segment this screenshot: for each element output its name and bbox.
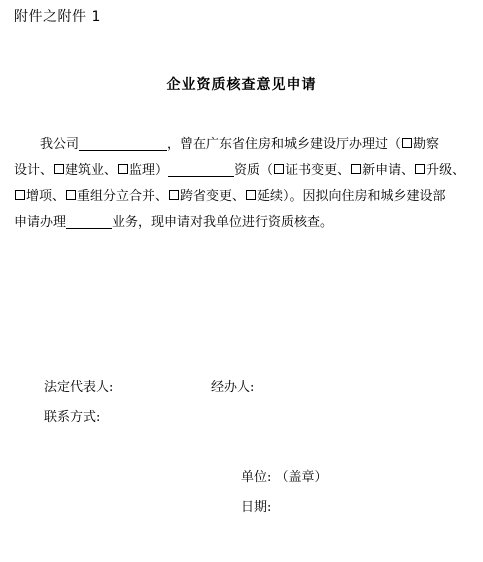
handler-label: 经办人: — [211, 380, 255, 395]
text-supervision: 监理） — [129, 163, 169, 178]
text-cross-province: 跨省变更、 — [180, 189, 246, 204]
checkbox-construction[interactable] — [54, 164, 64, 174]
text-renewal: 延续）。因拟向住房和城乡建设部 — [257, 189, 446, 204]
qualification-blank[interactable] — [168, 162, 234, 177]
business-blank[interactable] — [66, 214, 112, 229]
text-addition: 增项、 — [26, 189, 66, 204]
checkbox-reorganization[interactable] — [66, 190, 76, 200]
text-request-verification: 业务，现申请对我单位进行资质核查。 — [112, 215, 334, 230]
paragraph-line-2 — [14, 158, 474, 184]
checkbox-addition[interactable] — [15, 190, 25, 200]
paragraph-line-3 — [14, 184, 474, 210]
text-survey: 勘察 — [413, 137, 440, 152]
date-label: 日期: — [241, 500, 272, 515]
application-paragraph — [14, 132, 474, 236]
checkbox-survey[interactable] — [402, 138, 412, 148]
contact-label: 联系方式: — [44, 410, 101, 425]
unit-seal-label: 单位: （盖章） — [241, 470, 328, 485]
text-design: 设计、 — [14, 163, 54, 178]
paragraph-line-1 — [14, 132, 474, 158]
document-title: 企业资质核查意见申请 — [166, 77, 317, 93]
text-upgrade: 升级、 — [426, 163, 466, 178]
text-company: 我公司 — [40, 137, 80, 152]
legal-representative-label: 法定代表人: — [44, 380, 114, 395]
paragraph-line-4 — [14, 210, 474, 236]
text-certificate-change: 证书变更、 — [285, 163, 351, 178]
checkbox-certificate-change[interactable] — [274, 164, 284, 174]
checkbox-cross-province[interactable] — [169, 190, 179, 200]
company-name-blank[interactable] — [79, 136, 167, 151]
text-apply: 申请办理 — [14, 215, 67, 230]
attachment-header: 附件之附件 1 — [14, 9, 101, 25]
checkbox-new-application[interactable] — [351, 164, 361, 174]
checkbox-renewal[interactable] — [246, 190, 256, 200]
text-qualification: 资质（ — [234, 163, 274, 178]
text-new-application: 新申请、 — [362, 163, 415, 178]
checkbox-upgrade[interactable] — [415, 164, 425, 174]
text-previously-handled: ，曾在广东省住房和城乡建设厅办理过（ — [167, 137, 402, 152]
text-construction: 建筑业、 — [65, 163, 118, 178]
checkbox-supervision[interactable] — [118, 164, 128, 174]
text-reorganization: 重组分立合并、 — [77, 189, 169, 204]
